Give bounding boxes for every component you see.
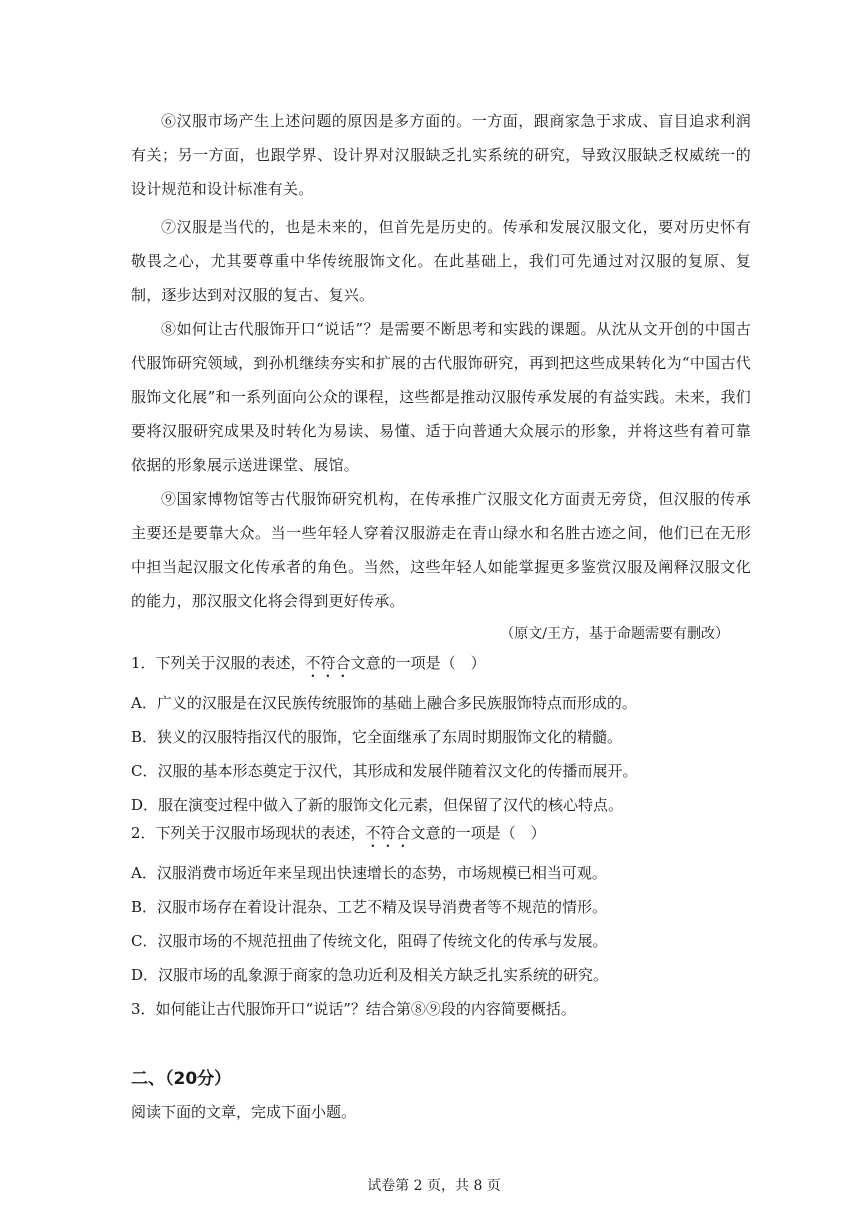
question-2-suffix: 文意的一项是（ ） [410,824,546,842]
question-2-option-c: C．汉服市场的不规范扭曲了传统文化，阻碍了传统文化的传承与发展。 [131,932,608,950]
source-note: （原文/王方，基于命题需要有删改） [500,626,729,642]
exam-page [131,0,751,1227]
question-2-emphasis: 不符合 [365,824,411,842]
question-1-suffix: 文意的一项是（ ） [350,654,486,672]
question-1-stem [131,652,751,681]
passage-paragraph-9: ⑨国家博物馆等古代服饰研究机构，在传承推广汉服文化方面责无旁贷，但汉服的传承主要还是要靠大众。当一些年轻人穿着汉服游走在青山绿水和名胜古迹之间，他们已在无形中担当起汉服文化传承者的角色。当然，这些年轻人如能掌握更多鉴赏汉服及阐释汉服文化的能力，那汉服文化将会得到更好传承。 [131,490,751,610]
section-2-title: 二、（20分） [131,1069,232,1089]
question-3-stem: 3．如何能让古代服饰开口“说话”？结合第⑧⑨段的内容简要概括。 [131,1000,576,1018]
passage-paragraph-8: ⑧如何让古代服饰开口“说话”？是需要不断思考和实践的课题。从沈从文开创的中国古代服饰研究领域，到孙机继续夯实和扩展的古代服饰研究，再到把这些成果转化为“中国古代服饰文化展”和一系列面向公众的课程，这些都是推动汉服传承发展的有益实践。未来，我们要将汉服研究成果及时转化为易读、易懂、适于向普通大众展示的形象，并将这些有着可靠依据的形象展示送进课堂、展馆。 [131,320,751,474]
question-2-option-d: D．汉服市场的乱象源于商家的急功近利及相关方缺乏扎实系统的研究。 [131,966,609,984]
question-2-stem [131,822,751,851]
question-2-option-b: B．汉服市场存在着设计混杂、工艺不精及误导消费者等不规范的情形。 [131,898,608,916]
question-1-option-b: B．狭义的汉服特指汉代的服饰，它全面继承了东周时期服饰文化的精髓。 [131,728,623,746]
page-footer: 试卷第 2 页，共 8 页 [367,1178,501,1194]
passage-paragraph-7: ⑦汉服是当代的，也是未来的，但首先是历史的。传承和发展汉服文化，要对历史怀有敬畏之心，尤其要尊重中华传统服饰文化。在此基础上，我们可先通过对汉服的复原、复制，逐步达到对汉服的复古、复兴。 [131,218,751,304]
passage-paragraph-6: ⑥汉服市场产生上述问题的原因是多方面的。一方面，跟商家急于求成、盲目追求利润有关；另一方面，也跟学界、设计界对汉服缺乏扎实系统的研究，导致汉服缺乏权威统一的设计规范和设计标准有关。 [131,112,751,198]
question-1-option-a: A．广义的汉服是在汉民族传统服饰的基础上融合多民族服饰特点而形成的。 [131,694,637,712]
question-2-prefix: 2．下列关于汉服市场现状的表述， [131,824,366,842]
question-1-prefix: 1．下列关于汉服的表述， [131,654,306,672]
section-2-instruction: 阅读下面的文章，完成下面小题。 [131,1103,357,1121]
question-1-option-c: C．汉服的基本形态奠定于汉代，其形成和发展伴随着汉文化的传播而展开。 [131,762,638,780]
question-2-option-a: A．汉服消费市场近年来呈现出快速增长的态势，市场规模已相当可观。 [131,864,607,882]
question-1-emphasis: 不符合 [305,654,351,672]
question-1-option-d: D．服在演变过程中做入了新的服饰文化元素，但保留了汉代的核心特点。 [131,796,624,814]
